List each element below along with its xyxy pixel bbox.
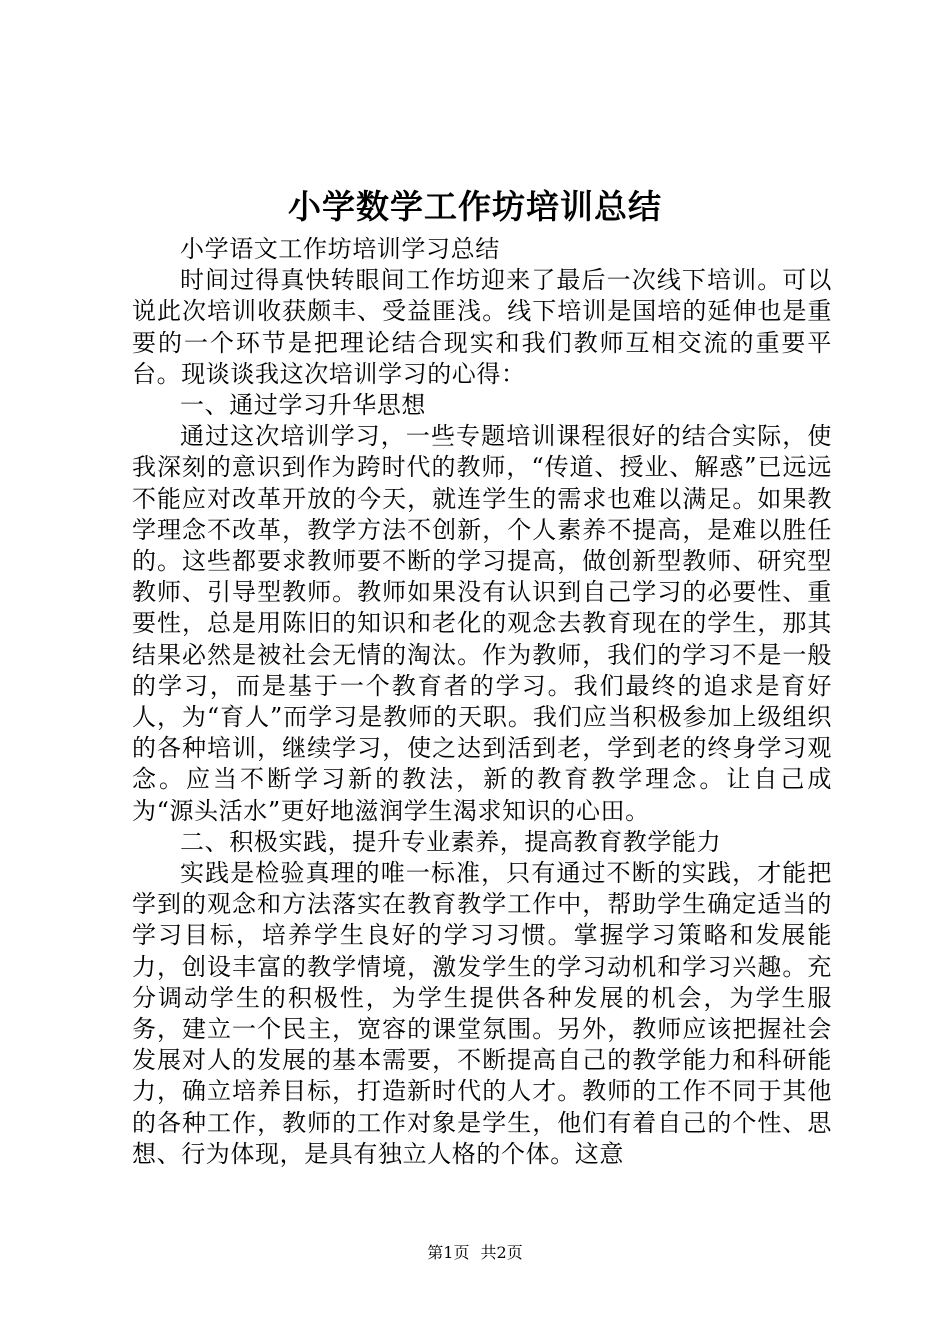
section-heading-2: 二、积极实践，提升专业素养，提高教育教学能力: [180, 827, 722, 856]
paragraph-section-1: 通过这次培训学习，一些专题培训课程很好的结合实际，使我深刻的意识到作为跨时代的教师，“传道、授业、解惑”已远远不能应对改革开放的今天，就连学生的需求也难以满足。如果教学理念不改革，教学方法不创新，个人素养不提高，是难以胜任的。这些都要求教师要不断的学习提高，做创新型教师、研究型教师、引导型教师。教师如果没有认识到自己学习的必要性、重要性，总是用陈旧的知识和老化的观念去教育现在的学生，那其结果必然是被社会无情的淘汰。作为教师，我们的学习不是一般的学习，而是基于一个教育者的学习。我们最终的追求是育好人，为“育人”而学习是教师的天职。我们应当积极参加上级组织的各种培训，继续学习，使之达到活到老，学到老的终身学习观念。应当不断学习新的教法，新的教育教学理念。让自己成为“源头活水”更好地滋润学生渴求知识的心田。: [132, 422, 832, 825]
document-body: [132, 234, 832, 1170]
paragraph-subtitle: 小学语文工作坊培训学习总结: [180, 235, 500, 263]
page-number: 第1页: [427, 1243, 470, 1262]
page-footer: [0, 1241, 950, 1265]
page-total: 共2页: [480, 1243, 523, 1262]
section-heading-1: 一、通过学习升华思想: [180, 391, 426, 420]
paragraph-intro: 时间过得真快转眼间工作坊迎来了最后一次线下培训。可以说此次培训收获颇丰、受益匪浅。线下培训是国培的延伸也是重要的一个环节是把理论结合现实和我们教师互相交流的重要平台。现谈谈我这次培训学习的心得：: [132, 266, 832, 388]
document-title: 小学数学工作坊培训总结: [288, 187, 662, 226]
paragraph-section-2: 实践是检验真理的唯一标准，只有通过不断的实践，才能把学到的观念和方法落实在教育教学工作中，帮助学生确定适当的学习目标，培养学生良好的学习习惯。掌握学习策略和发展能力，创设丰富的教学情境，激发学生的学习动机和学习兴趣。充分调动学生的积极性，为学生提供各种发展的机会，为学生服务，建立一个民主，宽容的课堂氛围。另外，教师应该把握社会发展对人的发展的基本需要，不断提高自己的教学能力和科研能力，确立培养目标，打造新时代的人才。教师的工作不同于其他的各种工作，教师的工作对象是学生，他们有着自己的个性、思想、行为体现，是具有独立人格的个体。这意: [132, 859, 832, 1168]
